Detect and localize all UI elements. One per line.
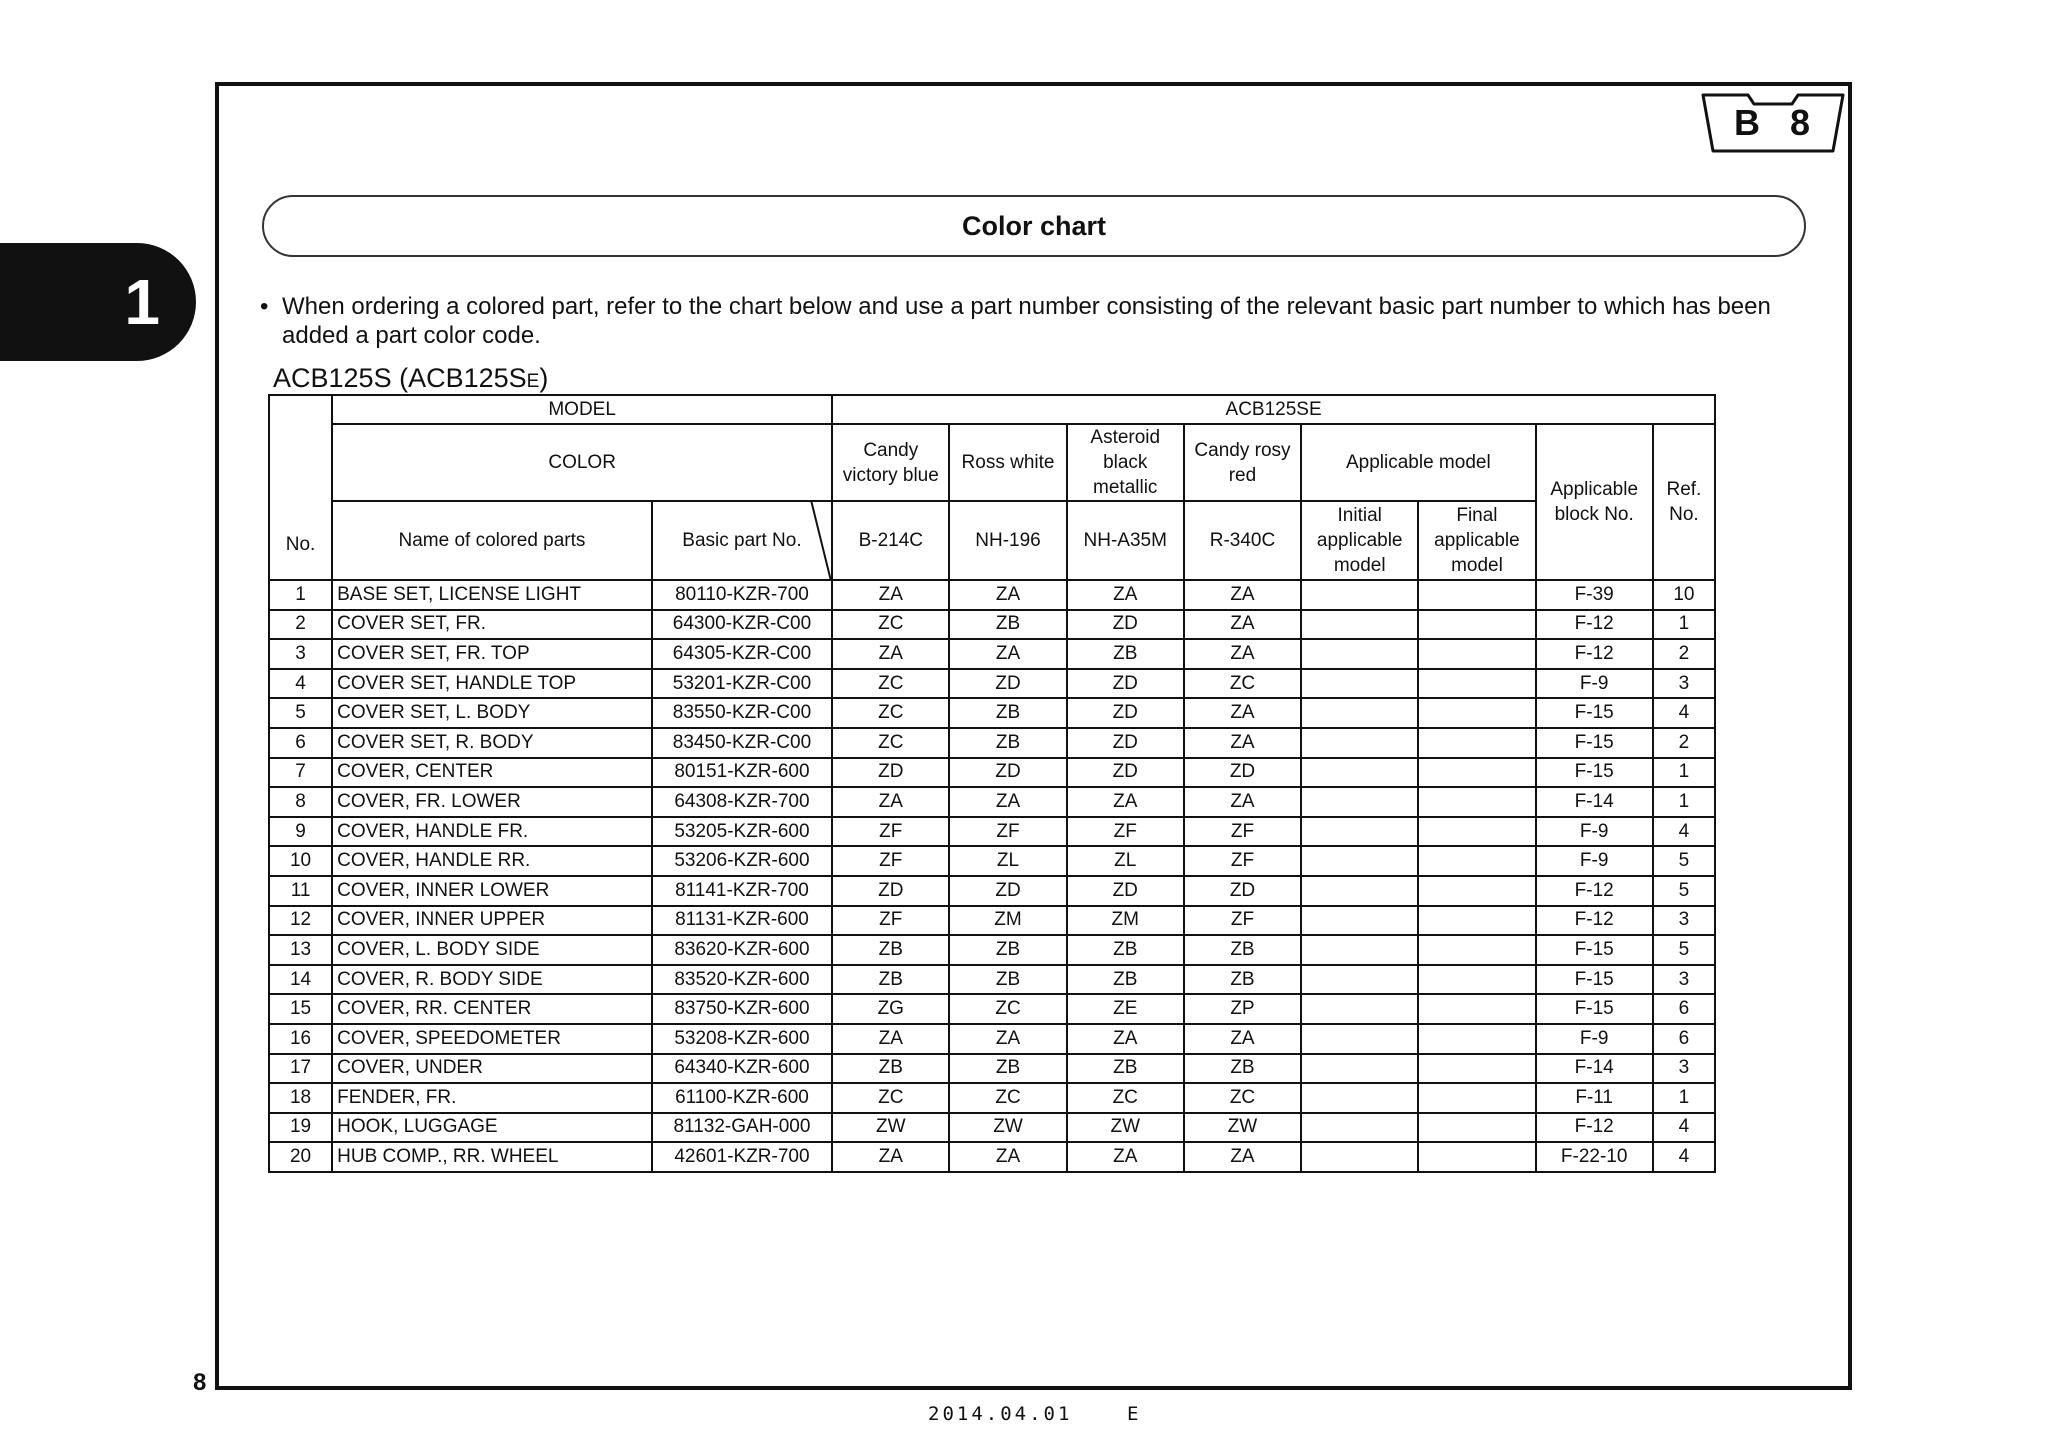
cell-name: COVER, SPEEDOMETER — [332, 1024, 652, 1054]
table-row — [269, 935, 1715, 965]
cell-ref: 5 — [1653, 846, 1715, 876]
table-row — [269, 728, 1715, 758]
cell-ref: 5 — [1653, 876, 1715, 906]
cell-block: F-9 — [1536, 669, 1653, 699]
cell-c1: ZA — [832, 580, 949, 610]
cell-c2: ZD — [949, 758, 1066, 788]
cell-basic: 80151-KZR-600 — [652, 758, 832, 788]
cell-no: 17 — [269, 1054, 332, 1084]
cell-final — [1418, 728, 1535, 758]
cell-c1: ZF — [832, 817, 949, 847]
cell-final — [1418, 846, 1535, 876]
cell-init — [1301, 1142, 1418, 1172]
cell-init — [1301, 580, 1418, 610]
color-chart-body — [269, 580, 1715, 1172]
header-applicable-model: Applicable model — [1301, 424, 1535, 501]
cell-ref: 3 — [1653, 669, 1715, 699]
cell-ref: 4 — [1653, 1113, 1715, 1143]
cell-ref: 3 — [1653, 906, 1715, 936]
cell-c4: ZA — [1184, 698, 1301, 728]
cell-basic: 53205-KZR-600 — [652, 817, 832, 847]
cell-no: 7 — [269, 758, 332, 788]
cell-c3: ZD — [1067, 698, 1184, 728]
table-row — [269, 846, 1715, 876]
cell-basic: 80110-KZR-700 — [652, 580, 832, 610]
cell-c1: ZC — [832, 728, 949, 758]
cell-no: 13 — [269, 935, 332, 965]
cell-final — [1418, 698, 1535, 728]
cell-c1: ZD — [832, 876, 949, 906]
cell-c1: ZA — [832, 1024, 949, 1054]
color-name-1: Candy victory blue — [832, 424, 949, 501]
cell-name: COVER, FR. LOWER — [332, 787, 652, 817]
table-row — [269, 1113, 1715, 1143]
table-row — [269, 1024, 1715, 1054]
cell-ref: 10 — [1653, 580, 1715, 610]
cell-block: F-14 — [1536, 787, 1653, 817]
cell-block: F-22-10 — [1536, 1142, 1653, 1172]
cell-c3: ZL — [1067, 846, 1184, 876]
cell-no: 3 — [269, 639, 332, 669]
cell-c1: ZG — [832, 994, 949, 1024]
cell-c1: ZC — [832, 610, 949, 640]
table-row — [269, 1054, 1715, 1084]
cell-c3: ZD — [1067, 876, 1184, 906]
cell-init — [1301, 698, 1418, 728]
cell-name: COVER, R. BODY SIDE — [332, 965, 652, 995]
section-tab-label: 1 — [124, 266, 160, 338]
cell-init — [1301, 787, 1418, 817]
cell-final — [1418, 1054, 1535, 1084]
cell-c2: ZL — [949, 846, 1066, 876]
cell-ref: 4 — [1653, 1142, 1715, 1172]
cell-final — [1418, 1113, 1535, 1143]
cell-init — [1301, 610, 1418, 640]
footer-edition: E — [1127, 1403, 1139, 1425]
cell-ref: 6 — [1653, 1024, 1715, 1054]
cell-basic: 53206-KZR-600 — [652, 846, 832, 876]
cell-no: 19 — [269, 1113, 332, 1143]
cell-c4: ZB — [1184, 1054, 1301, 1084]
cell-name: COVER SET, FR. — [332, 610, 652, 640]
model-label-close: ) — [539, 363, 549, 393]
cell-ref: 1 — [1653, 787, 1715, 817]
cell-no: 4 — [269, 669, 332, 699]
page-title: Color chart — [262, 195, 1806, 257]
cell-c2: ZB — [949, 965, 1066, 995]
cell-c4: ZF — [1184, 906, 1301, 936]
cell-ref: 3 — [1653, 965, 1715, 995]
cell-c2: ZB — [949, 698, 1066, 728]
cell-c3: ZC — [1067, 1083, 1184, 1113]
cell-c2: ZA — [949, 1024, 1066, 1054]
cell-init — [1301, 1024, 1418, 1054]
cell-c1: ZD — [832, 758, 949, 788]
cell-init — [1301, 965, 1418, 995]
table-row — [269, 876, 1715, 906]
cell-final — [1418, 965, 1535, 995]
cell-c4: ZA — [1184, 639, 1301, 669]
cell-basic: 64308-KZR-700 — [652, 787, 832, 817]
cell-c3: ZA — [1067, 1142, 1184, 1172]
cell-c4: ZC — [1184, 669, 1301, 699]
cell-c2: ZB — [949, 1054, 1066, 1084]
cell-block: F-15 — [1536, 965, 1653, 995]
cell-block: F-9 — [1536, 1024, 1653, 1054]
cell-name: COVER, L. BODY SIDE — [332, 935, 652, 965]
cell-name: COVER, HANDLE FR. — [332, 817, 652, 847]
cell-c1: ZC — [832, 669, 949, 699]
cell-c1: ZW — [832, 1113, 949, 1143]
header-applicable-block: Applicable block No. — [1536, 424, 1653, 580]
table-row — [269, 994, 1715, 1024]
cell-basic: 83450-KZR-C00 — [652, 728, 832, 758]
cell-init — [1301, 1054, 1418, 1084]
cell-c4: ZP — [1184, 994, 1301, 1024]
cell-c3: ZM — [1067, 906, 1184, 936]
cell-final — [1418, 935, 1535, 965]
cell-ref: 6 — [1653, 994, 1715, 1024]
cell-no: 9 — [269, 817, 332, 847]
model-label — [273, 363, 548, 394]
cell-name: BASE SET, LICENSE LIGHT — [332, 580, 652, 610]
cell-name: FENDER, FR. — [332, 1083, 652, 1113]
cell-ref: 4 — [1653, 698, 1715, 728]
cell-name: COVER, HANDLE RR. — [332, 846, 652, 876]
cell-block: F-9 — [1536, 846, 1653, 876]
cell-block: F-12 — [1536, 876, 1653, 906]
table-row — [269, 669, 1715, 699]
cell-final — [1418, 669, 1535, 699]
cell-final — [1418, 1142, 1535, 1172]
cell-final — [1418, 876, 1535, 906]
header-ref-no: Ref. No. — [1653, 424, 1715, 580]
cell-init — [1301, 639, 1418, 669]
color-name-2: Ross white — [949, 424, 1066, 501]
cell-c3: ZB — [1067, 935, 1184, 965]
cell-c2: ZC — [949, 994, 1066, 1024]
cell-name: COVER, RR. CENTER — [332, 994, 652, 1024]
cell-c4: ZA — [1184, 787, 1301, 817]
header-final-model: Final applicable model — [1418, 501, 1535, 580]
header-color: COLOR — [332, 424, 832, 501]
cell-c2: ZB — [949, 728, 1066, 758]
cell-ref: 5 — [1653, 935, 1715, 965]
cell-block: F-11 — [1536, 1083, 1653, 1113]
table-row — [269, 817, 1715, 847]
ordering-note — [260, 292, 1820, 350]
cell-block: F-15 — [1536, 935, 1653, 965]
cell-block: F-12 — [1536, 610, 1653, 640]
cell-c4: ZA — [1184, 728, 1301, 758]
cell-basic: 64305-KZR-C00 — [652, 639, 832, 669]
cell-c3: ZB — [1067, 1054, 1184, 1084]
cell-basic: 81131-KZR-600 — [652, 906, 832, 936]
cell-final — [1418, 1024, 1535, 1054]
color-name-3: Asteroid black metallic — [1067, 424, 1184, 501]
cell-c4: ZW — [1184, 1113, 1301, 1143]
cell-c3: ZB — [1067, 965, 1184, 995]
cell-init — [1301, 758, 1418, 788]
cell-init — [1301, 669, 1418, 699]
note-text: When ordering a colored part, refer to the chart below and use a part number consisting of the relevant basic part number to which has been added a part color code. — [282, 293, 1771, 349]
section-tab — [0, 243, 196, 361]
header-no: No. — [269, 395, 332, 580]
cell-c2: ZB — [949, 610, 1066, 640]
cell-c3: ZB — [1067, 639, 1184, 669]
cell-init — [1301, 994, 1418, 1024]
cell-c2: ZM — [949, 906, 1066, 936]
cell-c4: ZF — [1184, 846, 1301, 876]
table-row — [269, 639, 1715, 669]
cell-basic: 81132-GAH-000 — [652, 1113, 832, 1143]
cell-final — [1418, 906, 1535, 936]
cell-block: F-12 — [1536, 639, 1653, 669]
color-code-4: R-340C — [1184, 501, 1301, 580]
cell-c4: ZD — [1184, 758, 1301, 788]
cell-name: COVER, INNER LOWER — [332, 876, 652, 906]
cell-no: 16 — [269, 1024, 332, 1054]
cell-c4: ZD — [1184, 876, 1301, 906]
cell-basic: 83520-KZR-600 — [652, 965, 832, 995]
cell-c1: ZA — [832, 787, 949, 817]
cell-basic: 81141-KZR-700 — [652, 876, 832, 906]
cell-basic: 83550-KZR-C00 — [652, 698, 832, 728]
cell-c4: ZC — [1184, 1083, 1301, 1113]
cell-no: 12 — [269, 906, 332, 936]
cell-final — [1418, 610, 1535, 640]
cell-c1: ZF — [832, 906, 949, 936]
cell-c2: ZW — [949, 1113, 1066, 1143]
model-label-sub: E — [526, 371, 540, 392]
cell-no: 2 — [269, 610, 332, 640]
footer-date: 2014.04.01 — [928, 1403, 1073, 1425]
cell-ref: 1 — [1653, 1083, 1715, 1113]
cell-name: COVER SET, HANDLE TOP — [332, 669, 652, 699]
cell-ref: 4 — [1653, 817, 1715, 847]
cell-c4: ZA — [1184, 610, 1301, 640]
cell-ref: 1 — [1653, 758, 1715, 788]
cell-block: F-39 — [1536, 580, 1653, 610]
table-row — [269, 965, 1715, 995]
cell-init — [1301, 935, 1418, 965]
cell-name: COVER SET, R. BODY — [332, 728, 652, 758]
cell-basic: 83750-KZR-600 — [652, 994, 832, 1024]
cell-c1: ZC — [832, 1083, 949, 1113]
cell-basic: 64340-KZR-600 — [652, 1054, 832, 1084]
cell-init — [1301, 1083, 1418, 1113]
color-code-1: B-214C — [832, 501, 949, 580]
cell-c2: ZA — [949, 639, 1066, 669]
cell-ref: 3 — [1653, 1054, 1715, 1084]
cell-final — [1418, 1083, 1535, 1113]
cell-final — [1418, 787, 1535, 817]
cell-c2: ZD — [949, 876, 1066, 906]
cell-no: 8 — [269, 787, 332, 817]
table-row — [269, 787, 1715, 817]
table-row — [269, 1083, 1715, 1113]
cell-c2: ZA — [949, 1142, 1066, 1172]
table-row — [269, 698, 1715, 728]
color-code-3: NH-A35M — [1067, 501, 1184, 580]
header-model-value: ACB125SE — [832, 395, 1715, 424]
cell-init — [1301, 728, 1418, 758]
cell-no: 14 — [269, 965, 332, 995]
cell-c3: ZA — [1067, 580, 1184, 610]
cell-c3: ZF — [1067, 817, 1184, 847]
table-row — [269, 1142, 1715, 1172]
cell-c4: ZB — [1184, 935, 1301, 965]
header-basic-label: Basic part No. — [682, 529, 802, 551]
cell-c4: ZA — [1184, 1142, 1301, 1172]
cell-c2: ZA — [949, 580, 1066, 610]
cell-c2: ZF — [949, 817, 1066, 847]
block-badge: B 8 — [1733, 102, 1821, 143]
cell-c3: ZD — [1067, 728, 1184, 758]
cell-c1: ZB — [832, 965, 949, 995]
cell-name: COVER, INNER UPPER — [332, 906, 652, 936]
cell-c1: ZA — [832, 639, 949, 669]
table-row — [269, 758, 1715, 788]
color-code-2: NH-196 — [949, 501, 1066, 580]
cell-name: COVER SET, FR. TOP — [332, 639, 652, 669]
cell-init — [1301, 817, 1418, 847]
cell-init — [1301, 1113, 1418, 1143]
cell-c1: ZA — [832, 1142, 949, 1172]
header-model: MODEL — [332, 395, 832, 424]
cell-no: 20 — [269, 1142, 332, 1172]
cell-c1: ZB — [832, 935, 949, 965]
cell-no: 6 — [269, 728, 332, 758]
cell-block: F-12 — [1536, 906, 1653, 936]
cell-name: HUB COMP., RR. WHEEL — [332, 1142, 652, 1172]
cell-c1: ZC — [832, 698, 949, 728]
cell-no: 5 — [269, 698, 332, 728]
cell-block: F-15 — [1536, 994, 1653, 1024]
note-bullet: • — [260, 293, 269, 320]
cell-final — [1418, 639, 1535, 669]
cell-no: 15 — [269, 994, 332, 1024]
cell-c3: ZA — [1067, 787, 1184, 817]
cell-name: COVER, UNDER — [332, 1054, 652, 1084]
cell-final — [1418, 817, 1535, 847]
cell-c3: ZA — [1067, 1024, 1184, 1054]
color-chart-table — [268, 394, 1716, 1173]
color-name-4: Candy rosy red — [1184, 424, 1301, 501]
cell-c1: ZB — [832, 1054, 949, 1084]
cell-ref: 1 — [1653, 610, 1715, 640]
cell-c3: ZD — [1067, 610, 1184, 640]
cell-no: 11 — [269, 876, 332, 906]
cell-no: 18 — [269, 1083, 332, 1113]
cell-basic: 61100-KZR-600 — [652, 1083, 832, 1113]
cell-name: COVER, CENTER — [332, 758, 652, 788]
cell-basic: 64300-KZR-C00 — [652, 610, 832, 640]
cell-basic: 83620-KZR-600 — [652, 935, 832, 965]
cell-init — [1301, 906, 1418, 936]
cell-init — [1301, 876, 1418, 906]
cell-final — [1418, 994, 1535, 1024]
cell-block: F-15 — [1536, 698, 1653, 728]
table-row — [269, 906, 1715, 936]
cell-no: 10 — [269, 846, 332, 876]
cell-name: COVER SET, L. BODY — [332, 698, 652, 728]
cell-c3: ZD — [1067, 758, 1184, 788]
header-basic — [652, 501, 832, 580]
cell-block: F-15 — [1536, 728, 1653, 758]
cell-final — [1418, 758, 1535, 788]
table-row — [269, 580, 1715, 610]
cell-c2: ZC — [949, 1083, 1066, 1113]
header-initial-model: Initial applicable model — [1301, 501, 1418, 580]
cell-basic: 53208-KZR-600 — [652, 1024, 832, 1054]
cell-c4: ZA — [1184, 580, 1301, 610]
cell-no: 1 — [269, 580, 332, 610]
cell-name: HOOK, LUGGAGE — [332, 1113, 652, 1143]
cell-c3: ZD — [1067, 669, 1184, 699]
cell-basic: 53201-KZR-C00 — [652, 669, 832, 699]
cell-c1: ZF — [832, 846, 949, 876]
cell-c3: ZW — [1067, 1113, 1184, 1143]
cell-block: F-15 — [1536, 758, 1653, 788]
cell-ref: 2 — [1653, 728, 1715, 758]
cell-c3: ZE — [1067, 994, 1184, 1024]
page-number: 8 — [193, 1369, 207, 1396]
cell-block: F-9 — [1536, 817, 1653, 847]
cell-c2: ZB — [949, 935, 1066, 965]
cell-ref: 2 — [1653, 639, 1715, 669]
cell-final — [1418, 580, 1535, 610]
table-row — [269, 610, 1715, 640]
model-label-main: ACB125S (ACB125S — [273, 363, 527, 393]
cell-init — [1301, 846, 1418, 876]
cell-c4: ZB — [1184, 965, 1301, 995]
cell-block: F-12 — [1536, 1113, 1653, 1143]
header-divider-diagonal — [809, 501, 832, 580]
cell-c2: ZD — [949, 669, 1066, 699]
cell-c2: ZA — [949, 787, 1066, 817]
cell-c4: ZF — [1184, 817, 1301, 847]
header-name: Name of colored parts — [332, 501, 652, 580]
cell-block: F-14 — [1536, 1054, 1653, 1084]
cell-basic: 42601-KZR-700 — [652, 1142, 832, 1172]
cell-c4: ZA — [1184, 1024, 1301, 1054]
